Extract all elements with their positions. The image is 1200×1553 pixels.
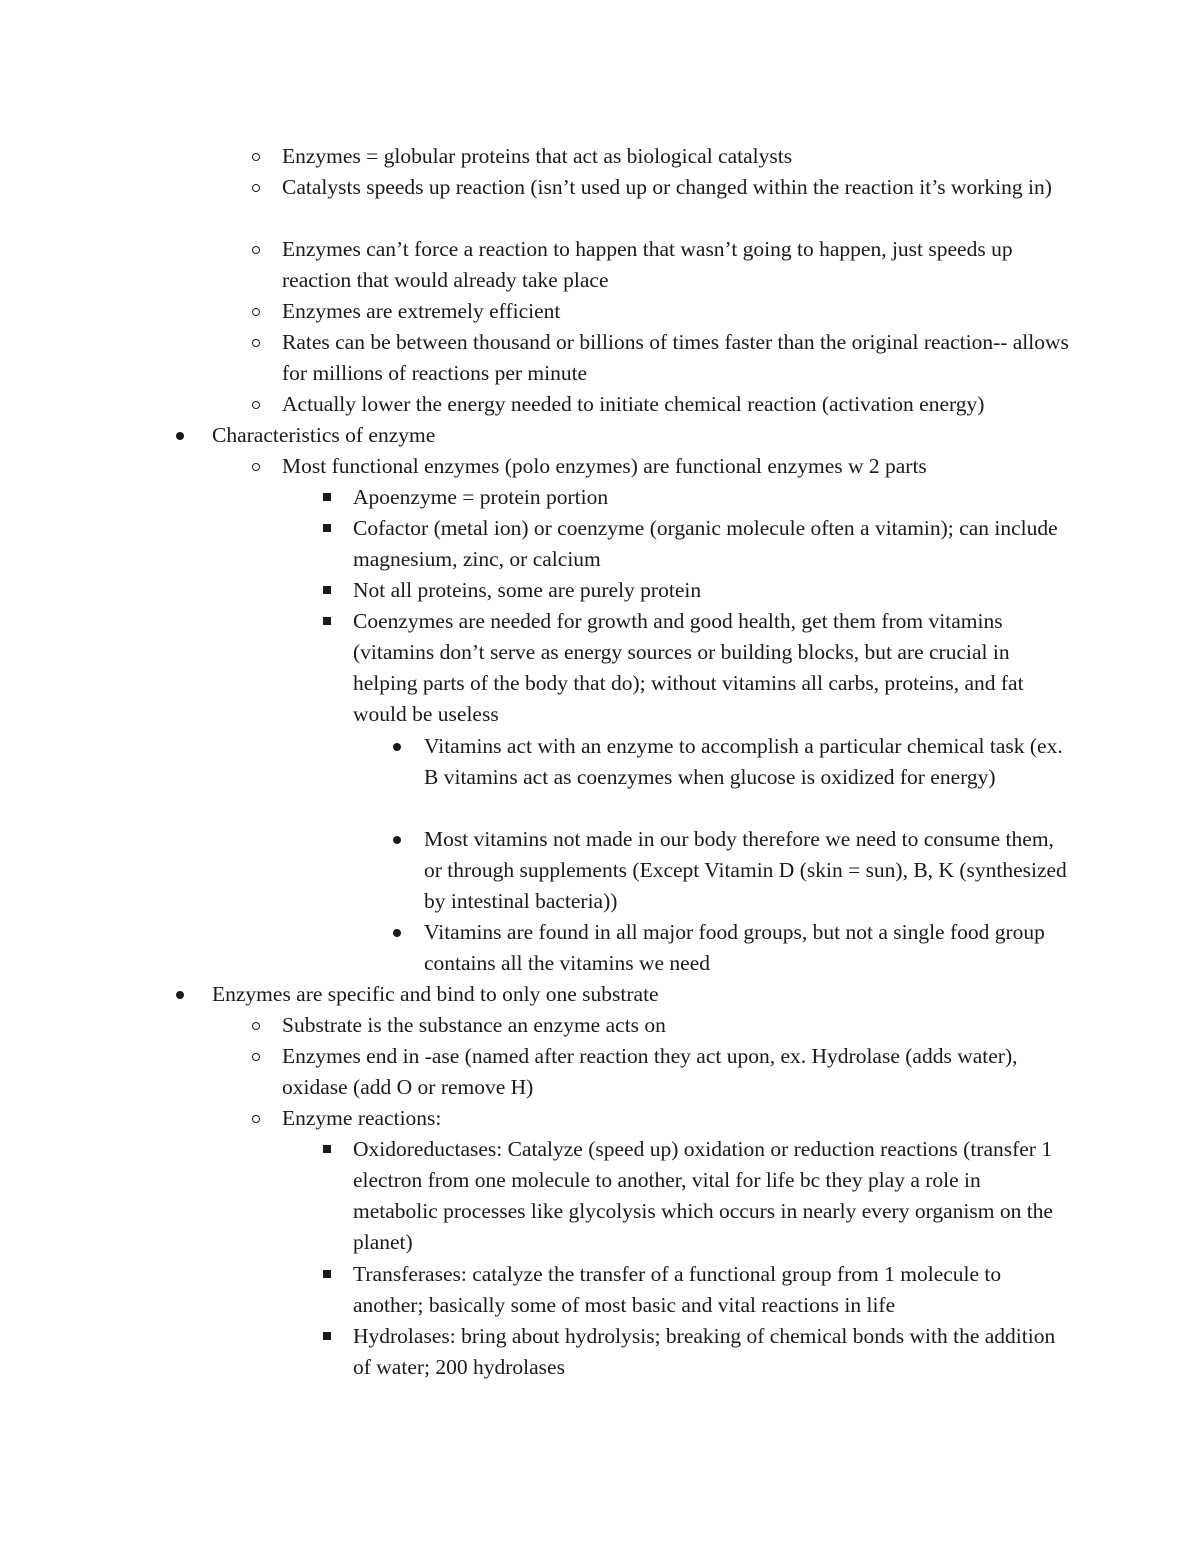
disc-bullet-icon	[170, 979, 190, 1010]
square-bullet-icon	[317, 513, 337, 544]
list-item	[282, 296, 1072, 327]
list-item	[212, 979, 1112, 1010]
list-item-text: Rates can be between thousand or billions of times faster than the original reaction-- allows for millions of reactions per minute	[282, 330, 1069, 386]
list-item	[282, 1041, 1072, 1103]
ring-bullet-icon	[246, 1103, 266, 1134]
list-item-text: Substrate is the substance an enzyme acts on	[282, 1013, 666, 1037]
list-item	[353, 606, 1068, 730]
list-item	[282, 389, 1072, 420]
list-item-text: Vitamins act with an enzyme to accomplish a particular chemical task (ex. B vitamins act as coenzymes when glucose is oxidized for energy)	[424, 734, 1063, 790]
list-item	[212, 420, 1112, 451]
list-item-text: Characteristics of enzyme	[212, 423, 436, 447]
list-item	[353, 513, 1068, 575]
list-item	[353, 575, 1068, 606]
list-item	[424, 917, 1074, 979]
list-item	[282, 451, 1072, 482]
square-bullet-icon	[317, 1134, 337, 1165]
ring-bullet-icon	[246, 389, 266, 420]
list-item	[424, 824, 1074, 917]
list-item-text: Not all proteins, some are purely protein	[353, 578, 702, 602]
disc-bullet-icon	[387, 824, 407, 855]
ring-bullet-icon	[246, 234, 266, 265]
list-item	[353, 1321, 1068, 1383]
list-item-text: Oxidoreductases: Catalyze (speed up) oxidation or reduction reactions (transfer 1 electron from one molecule to another, vital for life bc they play a role in metabolic processes like glycolysis which occurs in nearly every organism on the planet)	[353, 1137, 1053, 1255]
disc-bullet-icon	[387, 731, 407, 762]
ring-bullet-icon	[246, 172, 266, 203]
ring-bullet-icon	[246, 451, 266, 482]
ring-bullet-icon	[246, 296, 266, 327]
list-item-text: Hydrolases: bring about hydrolysis; breaking of chemical bonds with the addition of water; 200 hydrolases	[353, 1324, 1056, 1380]
list-item-text: Enzymes end in -ase (named after reaction they act upon, ex. Hydrolase (adds water), oxidase (add O or remove H)	[282, 1044, 1018, 1100]
ring-bullet-icon	[246, 327, 266, 358]
list-item	[282, 234, 1072, 296]
list-item	[282, 1010, 1072, 1041]
ring-bullet-icon	[246, 141, 266, 172]
square-bullet-icon	[317, 1259, 337, 1290]
ring-bullet-icon	[246, 1041, 266, 1072]
ring-bullet-icon	[246, 1010, 266, 1041]
list-item	[353, 1134, 1068, 1258]
square-bullet-icon	[317, 482, 337, 513]
list-item-text: Catalysts speeds up reaction (isn’t used up or changed within the reaction it’s working in)	[282, 175, 1052, 199]
list-item	[282, 1103, 1072, 1134]
list-item-text: Enzymes are extremely efficient	[282, 299, 561, 323]
list-item-text: Enzymes can’t force a reaction to happen that wasn’t going to happen, just speeds up reaction that would already take place	[282, 237, 1013, 293]
list-item-text: Enzyme reactions:	[282, 1106, 442, 1130]
square-bullet-icon	[317, 1321, 337, 1352]
list-item-text: Cofactor (metal ion) or coenzyme (organic molecule often a vitamin); can include magnesium, zinc, or calcium	[353, 516, 1058, 572]
list-item-text: Vitamins are found in all major food groups, but not a single food group contains all the vitamins we need	[424, 920, 1045, 976]
list-item	[282, 141, 1072, 172]
list-item	[353, 482, 1068, 513]
square-bullet-icon	[317, 575, 337, 606]
list-item-text: Enzymes are specific and bind to only one substrate	[212, 982, 659, 1006]
list-item-text: Most vitamins not made in our body therefore we need to consume them, or through supplements (Except Vitamin D (skin = sun), B, K (synthesized by intestinal bacteria))	[424, 827, 1067, 914]
list-item-text: Transferases: catalyze the transfer of a functional group from 1 molecule to another; basically some of most basic and vital reactions in life	[353, 1262, 1002, 1318]
list-item	[424, 731, 1074, 793]
list-item-text: Apoenzyme = protein portion	[353, 485, 609, 509]
list-item	[282, 172, 1072, 203]
list-item	[282, 327, 1072, 389]
disc-bullet-icon	[387, 917, 407, 948]
list-item-text: Most functional enzymes (polo enzymes) are functional enzymes w 2 parts	[282, 454, 927, 478]
disc-bullet-icon	[170, 420, 190, 451]
list-item	[353, 1259, 1068, 1321]
list-item-text: Enzymes = globular proteins that act as biological catalysts	[282, 144, 793, 168]
square-bullet-icon	[317, 606, 337, 637]
list-item-text: Actually lower the energy needed to initiate chemical reaction (activation energy)	[282, 392, 985, 416]
list-item-text: Coenzymes are needed for growth and good health, get them from vitamins (vitamins don’t serve as energy sources or building blocks, but are crucial in helping parts of the body that do); without vitamins all carbs, proteins, and fat would be useless	[353, 609, 1024, 727]
